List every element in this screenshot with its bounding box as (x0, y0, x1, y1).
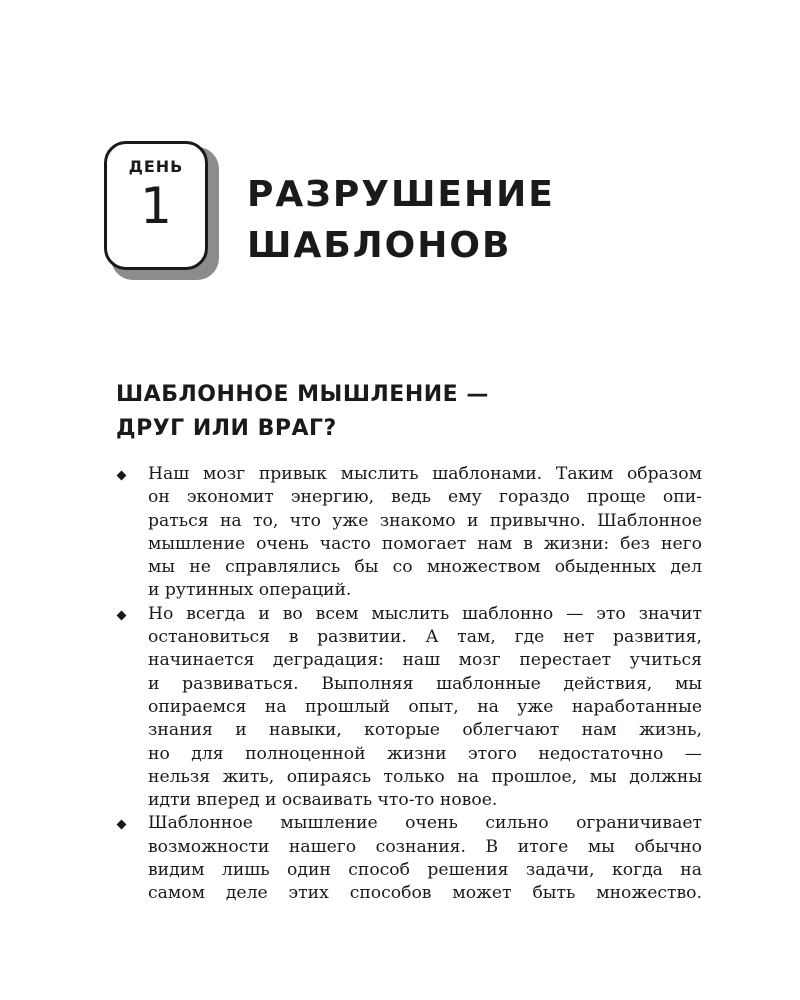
text-line: Но всегда и во всем мыслить шаблонно — это значит (148, 603, 702, 624)
text-line: знания и навыки, которые облегчают нам жизнь, (148, 720, 702, 741)
bullet-item (116, 812, 702, 905)
text-line: опираемся на прошлый опыт, на уже наработанные (148, 696, 702, 717)
text-line: он экономит энергию, ведь ему гораздо проще опи- (148, 487, 702, 508)
day-badge (104, 141, 208, 270)
text-line: мышление очень часто помогает нам в жизни: без него (148, 533, 702, 554)
day-number: 1 (140, 177, 172, 235)
chapter-title-line-1: РАЗРУШЕНИЕ (247, 174, 555, 215)
text-line: начинается деградация: наш мозг перестает учиться (148, 650, 702, 671)
text-line: остановиться в развитии. А там, где нет развития, (148, 627, 702, 648)
text-line: идти вперед и осваивать что-то новое. (148, 790, 498, 811)
text-line: Наш мозг привык мыслить шаблонами. Таким образом (148, 464, 702, 484)
diamond-bullet-icon (117, 820, 127, 830)
text-line: и развиваться. Выполняя шаблонные действия, мы (148, 673, 702, 694)
chapter-title-line-2: ШАБЛОНОВ (247, 225, 512, 266)
text-line: но для полноценной жизни этого недостаточно — (148, 743, 702, 764)
diamond-bullet-icon (117, 471, 127, 481)
chapter-title (247, 169, 555, 271)
diamond-bullet-icon (117, 610, 127, 620)
text-line: раться на то, что уже знакомо и привычно. Шаблонное (148, 510, 702, 531)
text-line: нельзя жить, опираясь только на прошлое, мы должны (148, 766, 702, 787)
bullet-item (116, 463, 702, 603)
section-heading-line-1: ШАБЛОННОЕ МЫШЛЕНИЕ — (116, 382, 489, 407)
section-heading (116, 378, 489, 446)
bullet-item (116, 603, 702, 813)
text-line: возможности нашего сознания. В итоге мы обычно (148, 836, 702, 857)
text-line: самом деле этих способов может быть множество. (148, 883, 702, 904)
day-label: ДЕНЬ (128, 157, 184, 176)
text-line: видим лишь один способ решения задачи, когда на (148, 860, 702, 881)
text-line: мы не справлялись бы со множеством обыденных дел (148, 557, 702, 578)
text-line: и рутинных операций. (148, 580, 352, 601)
text-line: Шаблонное мышление очень сильно ограничивает (148, 813, 702, 834)
section-heading-line-2: ДРУГ ИЛИ ВРАГ? (116, 416, 337, 441)
bullet-list (116, 463, 702, 906)
